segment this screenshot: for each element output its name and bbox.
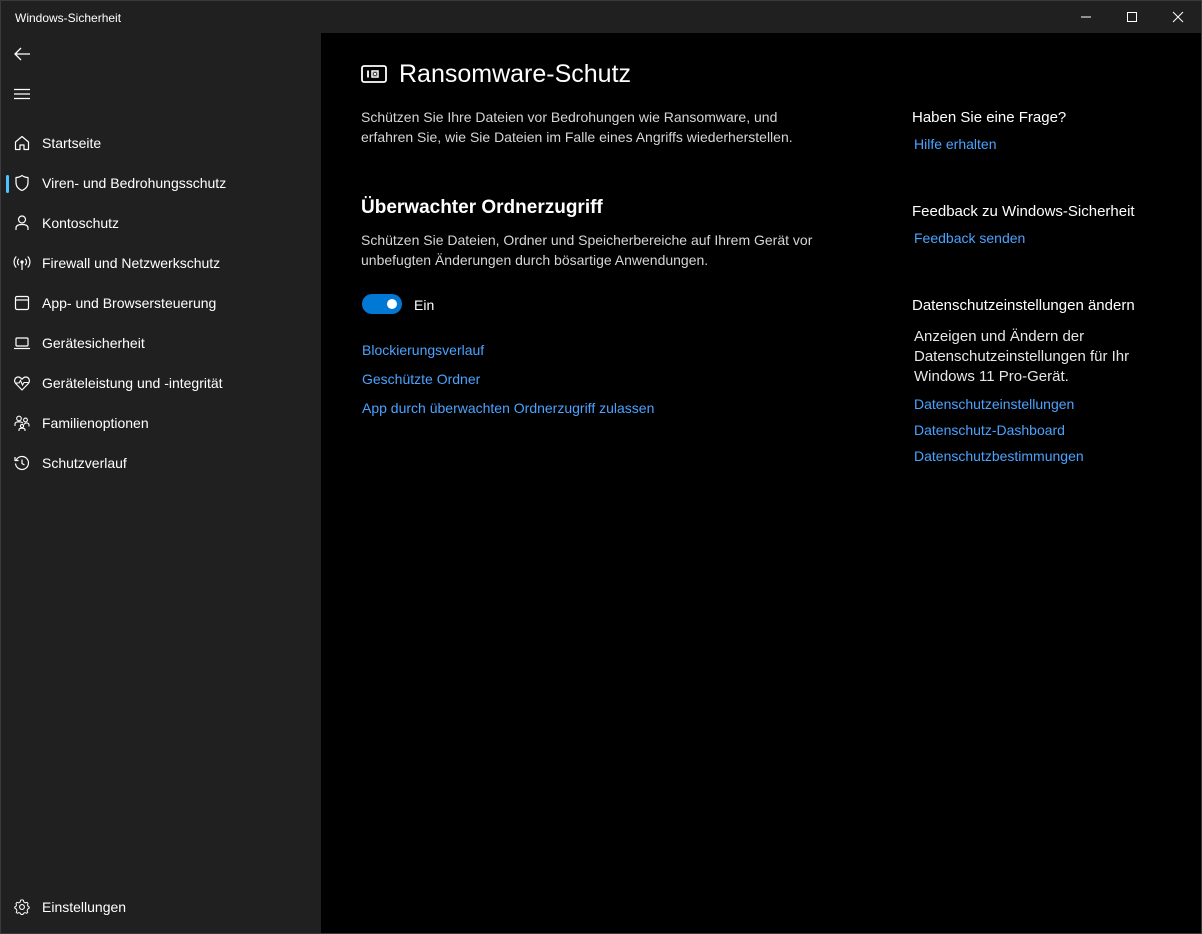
sidebar-item-schutzverlauf[interactable] — [1, 443, 321, 483]
section-description: Schützen Sie Dateien, Ordner und Speicherbereiche auf Ihrem Gerät vor unbefugten Änderungen durch bösartige Anwendungen. — [361, 232, 813, 268]
sidebar-item-label: Startseite — [42, 135, 102, 151]
sidebar-item-firewall[interactable] — [1, 243, 321, 283]
family-icon — [13, 414, 31, 432]
sidebar-item-label: Familienoptionen — [42, 415, 149, 431]
datenschutzeinstellungen-link[interactable]: Datenschutzeinstellungen — [914, 396, 1075, 412]
section-title: Überwachter Ordnerzugriff — [361, 197, 603, 218]
privacy-heading: Datenschutzeinstellungen ändern — [912, 297, 1135, 314]
gear-icon — [13, 898, 31, 916]
feedback-heading: Feedback zu Windows-Sicherheit — [912, 203, 1135, 220]
window-title: Windows-Sicherheit — [15, 11, 122, 25]
antenna-icon — [13, 254, 31, 272]
app-zulassen-link[interactable]: App durch überwachten Ordnerzugriff zulassen — [362, 400, 655, 416]
sidebar-item-geraetesicherheit[interactable] — [1, 323, 321, 363]
privacy-description: Anzeigen und Ändern der Datenschutzeinstellungen für Ihr Windows 11 Pro-Gerät. — [914, 328, 1130, 385]
back-arrow-icon — [13, 45, 31, 63]
menu-button[interactable] — [7, 79, 37, 109]
hamburger-menu-icon — [13, 85, 31, 103]
back-button[interactable] — [7, 39, 37, 69]
sidebar-item-label: Gerätesicherheit — [42, 335, 145, 351]
maximize-button[interactable] — [1109, 1, 1155, 33]
sidebar-item-geraeteleistung[interactable] — [1, 363, 321, 403]
feedback-senden-link[interactable]: Feedback senden — [914, 230, 1026, 246]
page-title: Ransomware-Schutz — [399, 60, 632, 88]
page-description: Schützen Sie Ihre Dateien vor Bedrohungen wie Ransomware, und erfahren Sie, wie Sie Dateien im Falle eines Angriffs wiederherstellen. — [361, 109, 793, 145]
maximize-icon — [1126, 11, 1138, 23]
help-heading: Haben Sie eine Frage? — [912, 109, 1067, 126]
sidebar-item-kontoschutz[interactable] — [1, 203, 321, 243]
shield-icon — [13, 174, 31, 192]
app-window-icon — [13, 294, 31, 312]
toggle-knob — [387, 299, 397, 309]
datenschutz-dashboard-link[interactable]: Datenschutz-Dashboard — [914, 422, 1065, 438]
sidebar-item-label: Viren- und Bedrohungsschutz — [42, 175, 227, 191]
heart-pulse-icon — [13, 374, 31, 392]
ransomware-folder-icon — [361, 63, 387, 85]
sidebar-item-label: Geräteleistung und -integrität — [42, 375, 223, 391]
main-content — [321, 33, 1201, 933]
sidebar — [1, 33, 321, 933]
laptop-icon — [13, 334, 31, 352]
blockierungsverlauf-link[interactable]: Blockierungsverlauf — [362, 342, 485, 358]
hilfe-erhalten-link[interactable]: Hilfe erhalten — [914, 136, 997, 152]
sidebar-item-startseite[interactable] — [1, 123, 321, 163]
toggle-state-label: Ein — [414, 297, 435, 313]
minimize-icon — [1080, 11, 1092, 23]
title-bar[interactable] — [1, 1, 1201, 33]
close-button[interactable] — [1155, 1, 1201, 33]
sidebar-item-label: App- und Browsersteuerung — [42, 295, 217, 311]
sidebar-item-einstellungen[interactable] — [1, 887, 321, 927]
close-icon — [1172, 11, 1184, 23]
history-icon — [13, 454, 31, 472]
sidebar-item-viren-bedrohungsschutz[interactable] — [1, 163, 321, 203]
sidebar-item-label: Kontoschutz — [42, 215, 120, 231]
geschuetzte-ordner-link[interactable]: Geschützte Ordner — [362, 371, 481, 387]
datenschutzbestimmungen-link[interactable]: Datenschutzbestimmungen — [914, 448, 1084, 464]
sidebar-item-label: Schutzverlauf — [42, 455, 127, 471]
person-icon — [13, 214, 31, 232]
sidebar-item-app-browsersteuerung[interactable] — [1, 283, 321, 323]
sidebar-item-familienoptionen[interactable] — [1, 403, 321, 443]
home-icon — [13, 134, 31, 152]
folder-access-toggle[interactable] — [362, 294, 402, 314]
sidebar-item-label: Firewall und Netzwerkschutz — [42, 255, 221, 271]
sidebar-item-label: Einstellungen — [42, 899, 127, 915]
minimize-button[interactable] — [1063, 1, 1109, 33]
